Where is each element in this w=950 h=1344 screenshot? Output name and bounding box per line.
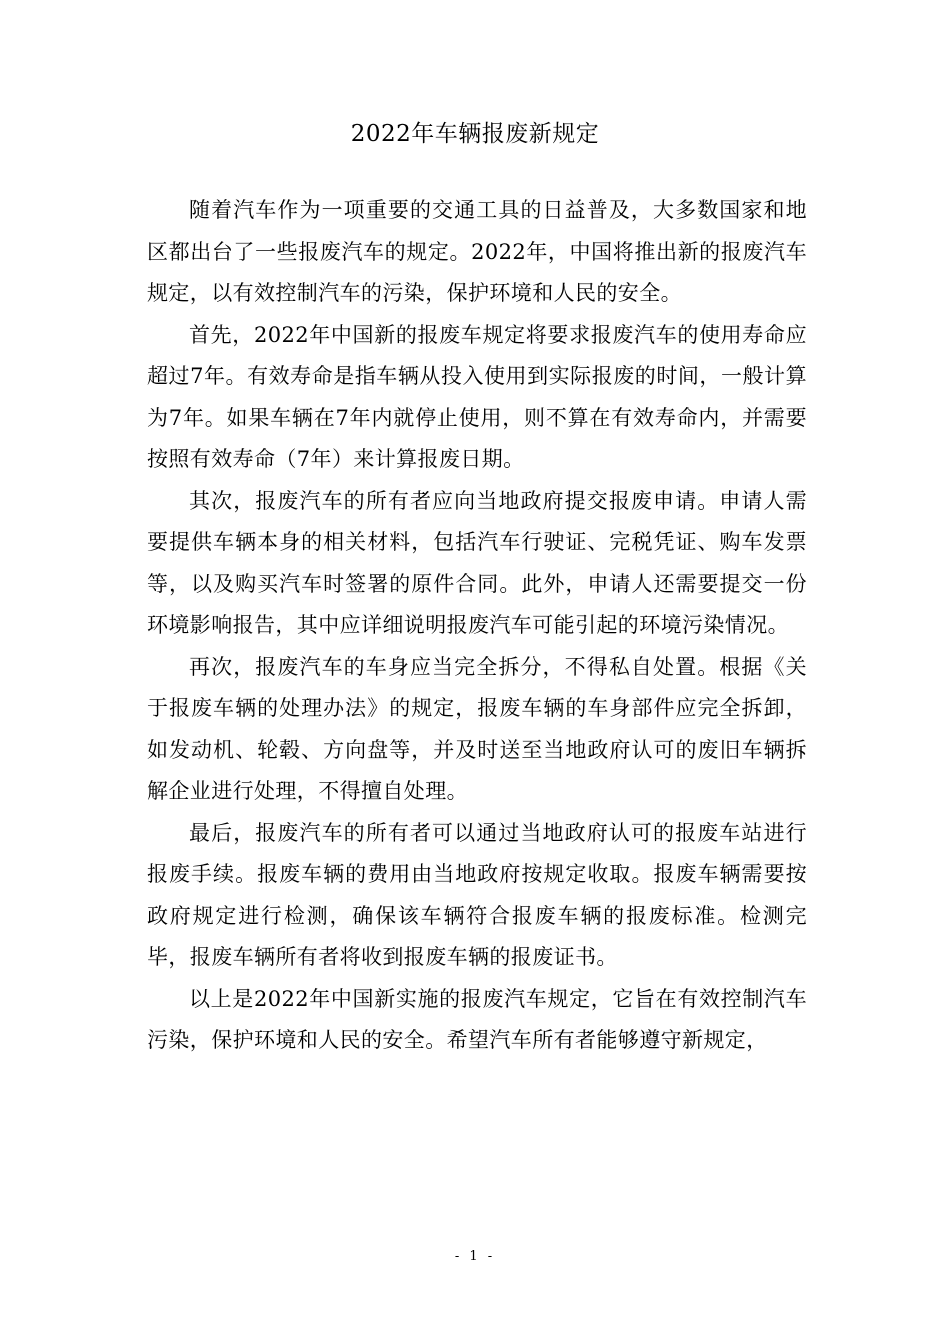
document-title: 2022年车辆报废新规定	[350, 121, 600, 147]
paragraph-last: 最后，报废汽车的所有者可以通过当地政府认可的报废车站进行报废手续。报废车辆的费用由当地政府按规定收取。报废车辆需要按政府规定进行检测，确保该车辆符合报废车辆的报废标准。检测完毕，报废车辆所有者将收到报废车辆的报废证书。	[147, 820, 807, 969]
document-body	[147, 190, 807, 1062]
page-number: - 1 -	[454, 1249, 496, 1264]
paragraph-third: 再次，报废汽车的车身应当完全拆分，不得私自处置。根据《关于报废车辆的处理办法》的规定，报废车辆的车身部件应完全拆卸，如发动机、轮毂、方向盘等，并及时送至当地政府认可的废旧车辆拆解企业进行处理，不得擅自处理。	[147, 654, 807, 803]
paragraph-conclusion: 以上是2022年中国新实施的报废汽车规定，它旨在有效控制汽车污染，保护环境和人民的安全。希望汽车所有者能够遵守新规定，	[147, 986, 807, 1052]
paragraph-intro: 随着汽车作为一项重要的交通工具的日益普及，大多数国家和地区都出台了一些报废汽车的规定。2022年，中国将推出新的报废汽车规定，以有效控制汽车的污染，保护环境和人民的安全。	[147, 198, 807, 305]
paragraph-first: 首先，2022年中国新的报废车规定将要求报废汽车的使用寿命应超过7年。有效寿命是指车辆从投入使用到实际报废的时间，一般计算为7年。如果车辆在7年内就停止使用，则不算在有效寿命内，并需要按照有效寿命（7年）来计算报废日期。	[147, 322, 807, 471]
paragraph-second: 其次，报废汽车的所有者应向当地政府提交报废申请。申请人需要提供车辆本身的相关材料，包括汽车行驶证、完税凭证、购车发票等，以及购买汽车时签署的原件合同。此外，申请人还需要提交一份环境影响报告，其中应详细说明报废汽车可能引起的环境污染情况。	[147, 488, 807, 637]
